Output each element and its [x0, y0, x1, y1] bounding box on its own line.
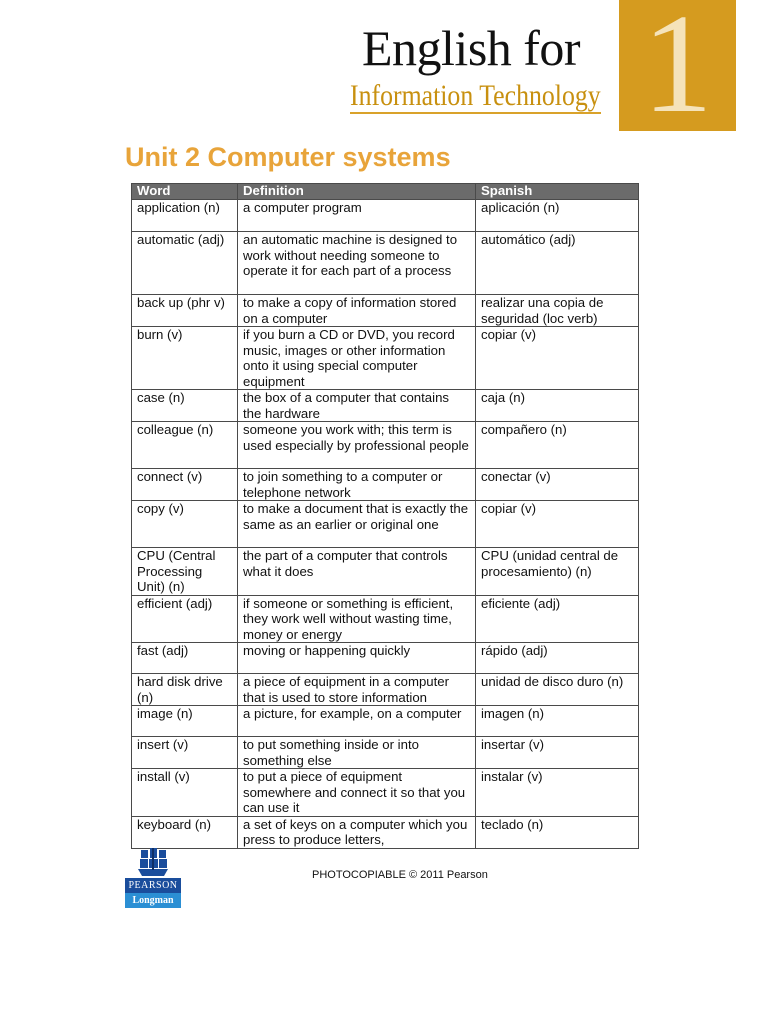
- cell-definition: to join something to a computer or telephone network: [238, 469, 476, 501]
- table-row: [132, 390, 639, 422]
- cell-definition: if you burn a CD or DVD, you record music, images or other information onto it using special computer equipment: [238, 327, 476, 390]
- cell-word: connect (v): [132, 469, 238, 501]
- cell-definition: an automatic machine is designed to work without needing someone to operate it for each part of a process: [238, 232, 476, 295]
- cell-definition: the part of a computer that controls what it does: [238, 548, 476, 596]
- cell-word: CPU (Central Processing Unit) (n): [132, 548, 238, 596]
- cell-spanish: teclado (n): [476, 816, 639, 848]
- cell-definition: a set of keys on a computer which you press to produce letters,: [238, 816, 476, 848]
- table-row: [132, 595, 639, 643]
- cell-spanish: rápido (adj): [476, 643, 639, 674]
- cell-word: efficient (adj): [132, 595, 238, 643]
- book-subtitle: Information Technology: [350, 79, 601, 112]
- cell-spanish: aplicación (n): [476, 200, 639, 232]
- cell-spanish: eficiente (adj): [476, 595, 639, 643]
- table-row: [132, 706, 639, 737]
- cell-word: automatic (adj): [132, 232, 238, 295]
- table-row: [132, 643, 639, 674]
- footer-copyright: PHOTOCOPIABLE © 2011 Pearson: [312, 869, 488, 881]
- cell-spanish: compañero (n): [476, 422, 639, 469]
- cell-word: insert (v): [132, 737, 238, 769]
- table-row: [132, 200, 639, 232]
- table-row: [132, 674, 639, 706]
- header-word: Word: [132, 184, 238, 200]
- cell-spanish: CPU (unidad central de procesamiento) (n): [476, 548, 639, 596]
- header-definition: Definition: [238, 184, 476, 200]
- level-badge: [619, 0, 736, 131]
- cell-definition: a computer program: [238, 200, 476, 232]
- table-row: [132, 327, 639, 390]
- table-row: [132, 737, 639, 769]
- cell-word: hard disk drive (n): [132, 674, 238, 706]
- cell-definition: to make a copy of information stored on a computer: [238, 295, 476, 327]
- cell-word: application (n): [132, 200, 238, 232]
- cell-word: image (n): [132, 706, 238, 737]
- table-row: [132, 816, 639, 848]
- table-row: [132, 232, 639, 295]
- unit-title: Unit 2 Computer systems: [125, 142, 451, 172]
- cell-spanish: realizar una copia de seguridad (loc verb): [476, 295, 639, 327]
- table-row: [132, 501, 639, 548]
- table-row: [132, 295, 639, 327]
- table-row: [132, 469, 639, 501]
- table-row: [132, 548, 639, 596]
- cell-spanish: copiar (v): [476, 501, 639, 548]
- cell-definition: a picture, for example, on a computer: [238, 706, 476, 737]
- cell-word: copy (v): [132, 501, 238, 548]
- vocabulary-table: [131, 183, 639, 849]
- ship-icon: [137, 848, 169, 878]
- cell-definition: if someone or something is efficient, they work well without wasting time, money or energy: [238, 595, 476, 643]
- cell-definition: a piece of equipment in a computer that is used to store information: [238, 674, 476, 706]
- cell-word: colleague (n): [132, 422, 238, 469]
- pearson-longman-logo: [125, 848, 181, 908]
- cell-spanish: conectar (v): [476, 469, 639, 501]
- cell-word: keyboard (n): [132, 816, 238, 848]
- cell-word: burn (v): [132, 327, 238, 390]
- cell-definition: moving or happening quickly: [238, 643, 476, 674]
- cell-definition: someone you work with; this term is used especially by professional people: [238, 422, 476, 469]
- cell-spanish: instalar (v): [476, 769, 639, 817]
- cell-spanish: caja (n): [476, 390, 639, 422]
- cell-definition: to make a document that is exactly the same as an earlier or original one: [238, 501, 476, 548]
- level-number: 1: [642, 0, 713, 131]
- book-title: English for: [362, 20, 581, 76]
- cell-definition: to put a piece of equipment somewhere and connect it so that you can use it: [238, 769, 476, 817]
- table-row: [132, 422, 639, 469]
- cell-definition: to put something inside or into something else: [238, 737, 476, 769]
- cell-spanish: copiar (v): [476, 327, 639, 390]
- subtitle-underline: [350, 112, 601, 114]
- cell-word: case (n): [132, 390, 238, 422]
- cell-word: back up (phr v): [132, 295, 238, 327]
- table-row: [132, 769, 639, 817]
- cell-spanish: insertar (v): [476, 737, 639, 769]
- header-spanish: Spanish: [476, 184, 639, 200]
- cell-definition: the box of a computer that contains the hardware: [238, 390, 476, 422]
- cell-spanish: imagen (n): [476, 706, 639, 737]
- cell-spanish: automático (adj): [476, 232, 639, 295]
- logo-pearson: PEARSON: [125, 878, 181, 893]
- cell-word: install (v): [132, 769, 238, 817]
- cell-spanish: unidad de disco duro (n): [476, 674, 639, 706]
- cell-word: fast (adj): [132, 643, 238, 674]
- logo-longman: Longman: [125, 893, 181, 908]
- table-header-row: [132, 184, 639, 200]
